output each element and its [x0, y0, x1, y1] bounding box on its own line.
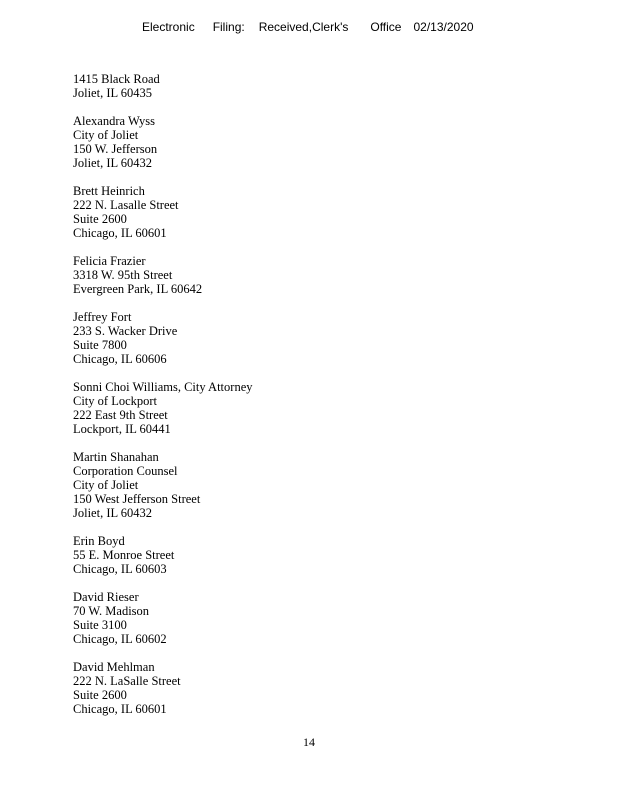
address-line: Suite 3100 [73, 618, 127, 632]
address-line: Suite 2600 [73, 212, 127, 226]
electronic-filing-header [142, 20, 474, 34]
address-line: Joliet, IL 60432 [73, 156, 153, 170]
header-electronic: Electronic [142, 20, 195, 34]
address-line: City of Joliet [73, 478, 139, 492]
service-list [73, 72, 253, 730]
address-line: Jeffrey Fort [73, 310, 132, 324]
address-block [73, 660, 253, 716]
address-line: David Mehlman [73, 660, 155, 674]
address-line: 222 East 9th Street [73, 408, 168, 422]
address-line: Lockport, IL 60441 [73, 422, 171, 436]
address-block [73, 72, 253, 100]
address-line: Erin Boyd [73, 534, 125, 548]
address-line: 222 N. Lasalle Street [73, 198, 179, 212]
address-line: Felicia Frazier [73, 254, 146, 268]
address-block [73, 590, 253, 646]
address-line: 233 S. Wacker Drive [73, 324, 178, 338]
header-office: Office [370, 20, 402, 34]
address-block [73, 254, 253, 296]
page-number: 14 [303, 735, 315, 749]
address-line: Chicago, IL 60602 [73, 632, 167, 646]
address-block [73, 450, 253, 520]
address-line: 222 N. LaSalle Street [73, 674, 181, 688]
address-line: Suite 7800 [73, 338, 127, 352]
address-line: 150 West Jefferson Street [73, 492, 201, 506]
address-line: City of Lockport [73, 394, 158, 408]
address-line: 55 E. Monroe Street [73, 548, 175, 562]
address-block [73, 114, 253, 170]
address-line: 3318 W. 95th Street [73, 268, 173, 282]
address-line: Chicago, IL 60601 [73, 226, 167, 240]
address-line: Brett Heinrich [73, 184, 145, 198]
address-line: Chicago, IL 60606 [73, 352, 167, 366]
address-line: 70 W. Madison [73, 604, 150, 618]
header-filing: Filing: [212, 20, 245, 34]
address-line: Chicago, IL 60603 [73, 562, 167, 576]
address-block [73, 380, 253, 436]
address-block [73, 534, 253, 576]
address-line: Corporation Counsel [73, 464, 178, 478]
address-line: Evergreen Park, IL 60642 [73, 282, 203, 296]
address-line: Alexandra Wyss [73, 114, 155, 128]
address-line: David Rieser [73, 590, 139, 604]
header-received-clerks: Received,Clerk's [258, 20, 349, 34]
address-line: 150 W. Jefferson [73, 142, 158, 156]
address-block [73, 184, 253, 240]
header-date: 02/13/2020 [413, 20, 474, 34]
address-block [73, 310, 253, 366]
address-line: Martin Shanahan [73, 450, 159, 464]
address-line: Joliet, IL 60435 [73, 86, 153, 100]
address-line: Sonni Choi Williams, City Attorney [73, 380, 253, 394]
address-line: Chicago, IL 60601 [73, 702, 167, 716]
address-line: City of Joliet [73, 128, 139, 142]
address-line: Suite 2600 [73, 688, 127, 702]
address-line: 1415 Black Road [73, 72, 160, 86]
address-line: Joliet, IL 60432 [73, 506, 153, 520]
